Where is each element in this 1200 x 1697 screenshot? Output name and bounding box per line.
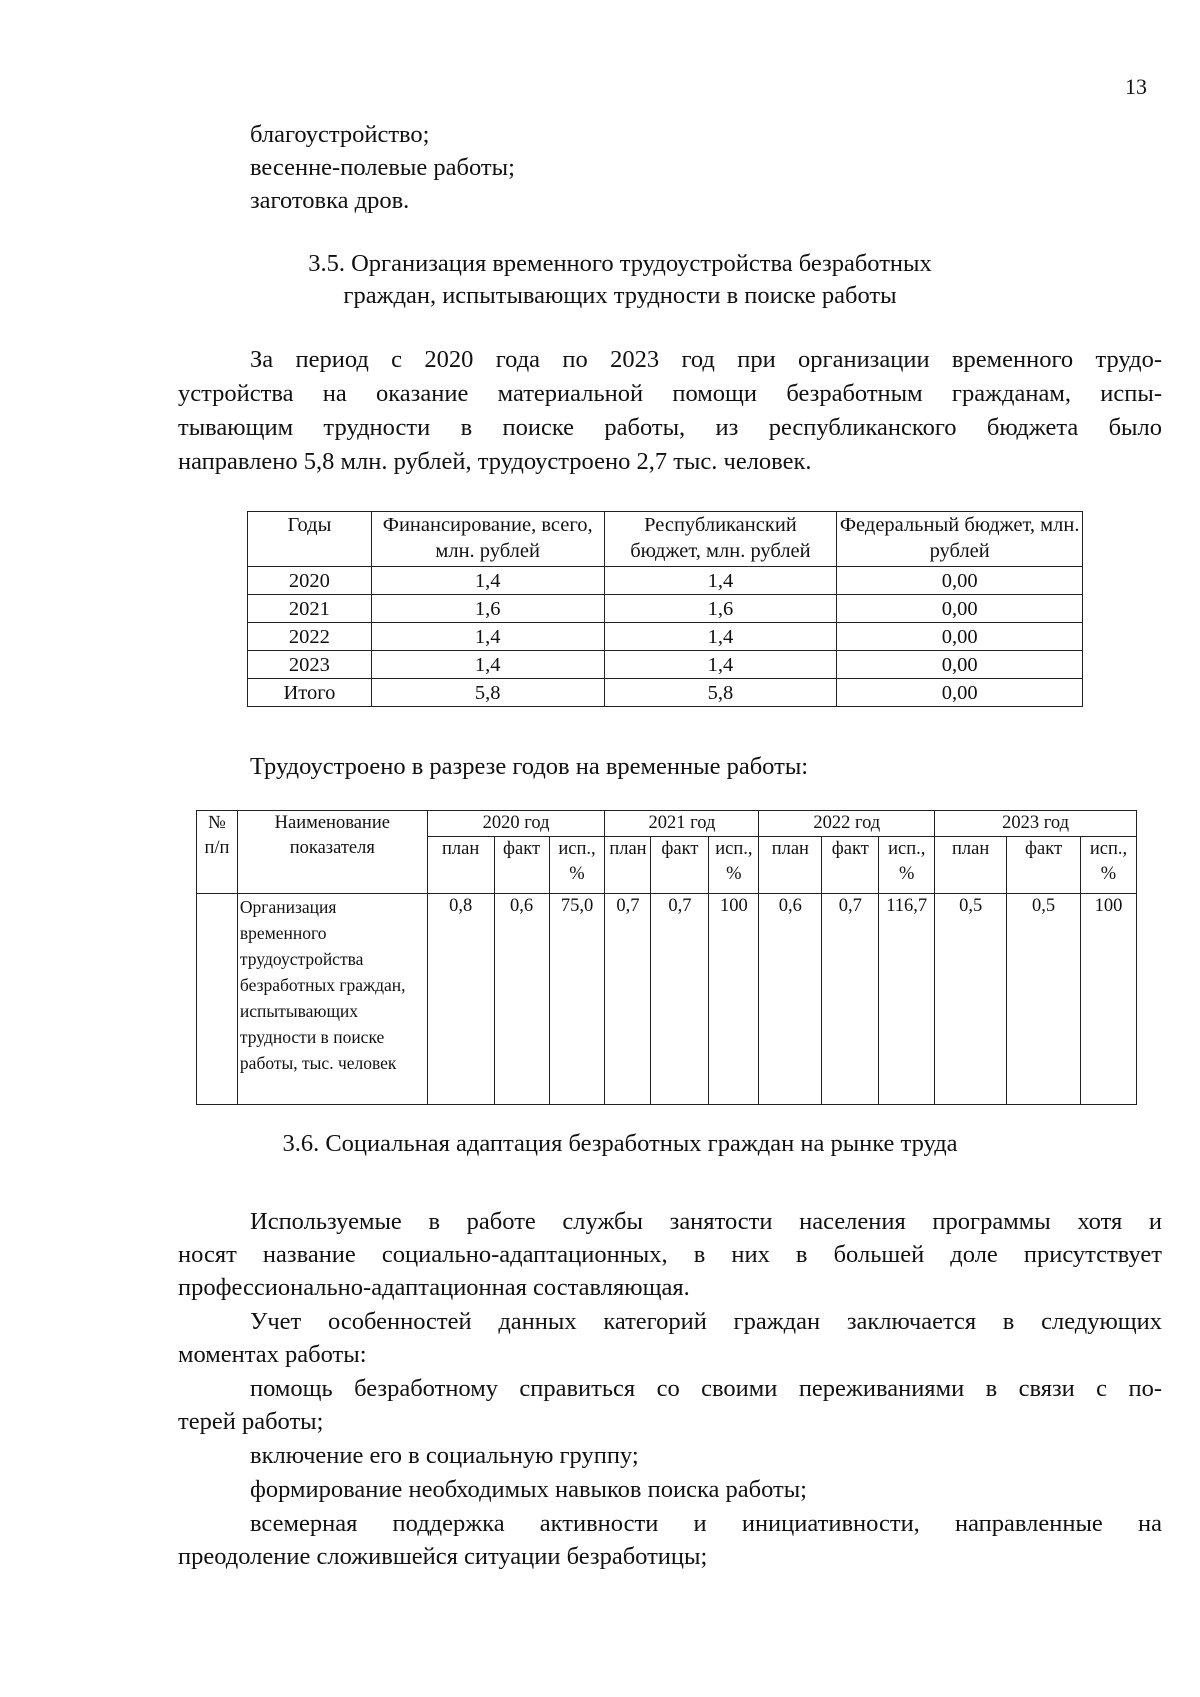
year-header: 2020 год [427, 811, 605, 837]
table-cell: 0,00 [837, 679, 1083, 707]
paragraph-line: терей работы; [178, 1408, 324, 1435]
table-cell: 2023 [248, 651, 372, 679]
employment-table [196, 810, 1137, 1105]
table-header-row [197, 811, 1137, 837]
financing-table [247, 511, 1083, 707]
table-row [197, 894, 1137, 1105]
subheader-plan: план [427, 837, 494, 894]
column-header: Федеральный бюджет, млн. рублей [837, 512, 1083, 567]
paragraph-line: формирование необходимых навыков поиска работы; [250, 1476, 807, 1503]
paragraph-line: помощь безработному справиться со своими переживаниями в связи с по- [250, 1375, 1162, 1402]
table-cell: 0,8 [427, 894, 494, 1105]
table-cell: 0,5 [935, 894, 1007, 1105]
subheader-pct: исп., % [1080, 837, 1136, 894]
column-header: Годы [248, 512, 372, 567]
subheader-pct: исп., % [549, 837, 605, 894]
column-header: Республиканский бюджет, млн. рублей [604, 512, 837, 567]
table-cell: 1,6 [371, 595, 604, 623]
table-cell: 1,4 [604, 567, 837, 595]
paragraph-line: профессионально-адаптационная составляющая. [178, 1274, 690, 1301]
table-cell: 2021 [248, 595, 372, 623]
table-cell: 1,4 [371, 651, 604, 679]
subheader-pct: исп., % [709, 837, 759, 894]
subheader-fact: факт [651, 837, 709, 894]
subheader-plan: план [759, 837, 822, 894]
table-cell: 100 [1080, 894, 1136, 1105]
year-header: 2021 год [605, 811, 759, 837]
table-header-row [248, 512, 1083, 567]
table-cell: 5,8 [604, 679, 837, 707]
table-cell [197, 894, 238, 1105]
table-cell: 116,7 [879, 894, 935, 1105]
table-row [248, 623, 1083, 651]
paragraph-line: всемерная поддержка активности и инициативности, направленные на [250, 1510, 1162, 1537]
table-row [248, 679, 1083, 707]
indicator-name: Организация временного трудоустройства безработных граждан, испытывающих трудности в поиске работы, тыс. человек [237, 894, 427, 1105]
table-cell: 0,7 [651, 894, 709, 1105]
table-cell: 75,0 [549, 894, 605, 1105]
subheader-plan: план [605, 837, 651, 894]
paragraph-line: тывающим трудности в поиске работы, из республиканского бюджета было [178, 414, 1162, 441]
column-header: Финансирование, всего, млн. рублей [371, 512, 604, 567]
subheader-pct: исп., % [879, 837, 935, 894]
table-cell: 1,4 [604, 623, 837, 651]
table-cell: 0,7 [822, 894, 879, 1105]
table-cell: 0,6 [494, 894, 549, 1105]
paragraph-line: преодоление сложившейся ситуации безработицы; [178, 1543, 708, 1570]
table-cell: 1,6 [604, 595, 837, 623]
table-row [248, 567, 1083, 595]
subheader-fact: факт [494, 837, 549, 894]
list-item: благоустройство; [250, 121, 430, 148]
table-cell: 0,5 [1007, 894, 1081, 1105]
paragraph-line: моментах работы: [178, 1341, 367, 1368]
section-heading: граждан, испытывающих трудности в поиске работы [343, 282, 897, 309]
subheader-plan: план [935, 837, 1007, 894]
table-cell: 5,8 [371, 679, 604, 707]
paragraph-line: За период с 2020 года по 2023 год при организации временного трудо- [250, 346, 1162, 373]
table-row [248, 651, 1083, 679]
table-cell: 1,4 [371, 567, 604, 595]
table-cell: Итого [248, 679, 372, 707]
paragraph-line: Используемые в работе службы занятости населения программы хотя и [250, 1208, 1162, 1235]
year-header: 2022 год [759, 811, 935, 837]
list-item: заготовка дров. [250, 187, 410, 214]
table-cell: 0,6 [759, 894, 822, 1105]
table-cell: 2022 [248, 623, 372, 651]
year-header: 2023 год [935, 811, 1137, 837]
section-heading: 3.6. Социальная адаптация безработных граждан на рынке труда [282, 1130, 958, 1157]
table-caption: Трудоустроено в разрезе годов на временные работы: [250, 753, 809, 780]
paragraph-line: устройства на оказание материальной помощи безработным гражданам, испы- [178, 380, 1162, 407]
paragraph-line: носят название социально-адаптационных, в них в большей доле присутствует [178, 1241, 1162, 1268]
table-cell: 1,4 [371, 623, 604, 651]
table-cell: 1,4 [604, 651, 837, 679]
list-item: весенне-полевые работы; [250, 154, 515, 181]
subheader-fact: факт [1007, 837, 1081, 894]
column-header: № п/п [197, 811, 238, 894]
table-cell: 0,00 [837, 623, 1083, 651]
table-cell: 100 [709, 894, 759, 1105]
table-row [248, 595, 1083, 623]
table-cell: 0,7 [605, 894, 651, 1105]
table-cell: 0,00 [837, 595, 1083, 623]
paragraph-line: Учет особенностей данных категорий граждан заключается в следующих [250, 1308, 1162, 1335]
column-header: Наименование показателя [237, 811, 427, 894]
table-cell: 2020 [248, 567, 372, 595]
subheader-fact: факт [822, 837, 879, 894]
paragraph-line: направлено 5,8 млн. рублей, трудоустроено 2,7 тыс. человек. [178, 448, 812, 475]
page-number: 13 [1125, 74, 1147, 99]
section-heading: 3.5. Организация временного трудоустройства безработных [308, 250, 932, 277]
paragraph-line: включение его в социальную группу; [250, 1442, 639, 1469]
table-cell: 0,00 [837, 567, 1083, 595]
table-cell: 0,00 [837, 651, 1083, 679]
